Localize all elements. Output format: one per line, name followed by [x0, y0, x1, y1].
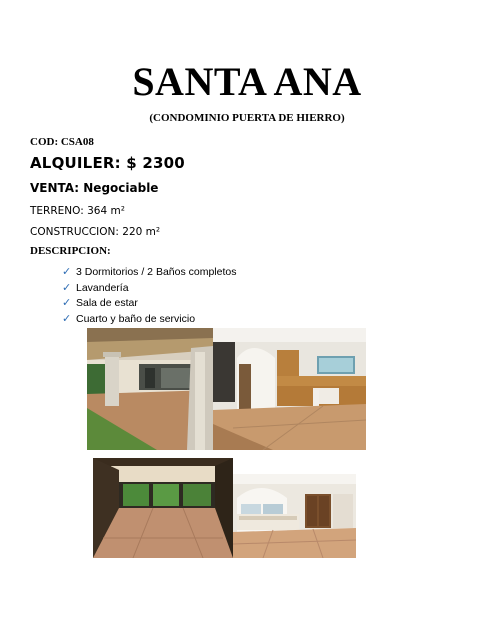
- checkmark-icon: ✓: [62, 280, 72, 294]
- page-subtitle: (CONDOMINIO PUERTA DE HIERRO): [149, 112, 345, 124]
- property-code: COD: CSA08: [30, 136, 94, 148]
- feature-label: Lavandería: [76, 281, 129, 294]
- list-item: [62, 264, 236, 280]
- checkmark-icon: ✓: [62, 311, 72, 325]
- photo-terrace: [87, 328, 213, 450]
- sale-price: VENTA: Negociable: [30, 181, 159, 195]
- photo-living-room: [93, 458, 233, 558]
- feature-label: Sala de estar: [76, 297, 138, 309]
- photo-kitchen-arch: [233, 474, 356, 558]
- rent-price: ALQUILER: $ 2300: [30, 154, 185, 172]
- list-item: [62, 280, 236, 296]
- description-heading: DESCRIPCION:: [30, 245, 111, 257]
- checkmark-icon: ✓: [62, 296, 72, 309]
- photo-kitchen: [213, 328, 366, 450]
- construction-area: CONSTRUCCION: 220 m²: [30, 226, 161, 238]
- feature-label: 3 Dormitorios / 2 Baños completos: [76, 266, 237, 278]
- feature-label: Cuarto y baño de servicio: [76, 312, 196, 325]
- land-area: TERRENO: 364 m²: [30, 205, 125, 217]
- list-item: [62, 295, 236, 311]
- checkmark-icon: ✓: [62, 265, 72, 278]
- feature-list: [62, 264, 236, 326]
- page-title: SANTA ANA: [132, 59, 362, 104]
- list-item: [62, 311, 236, 327]
